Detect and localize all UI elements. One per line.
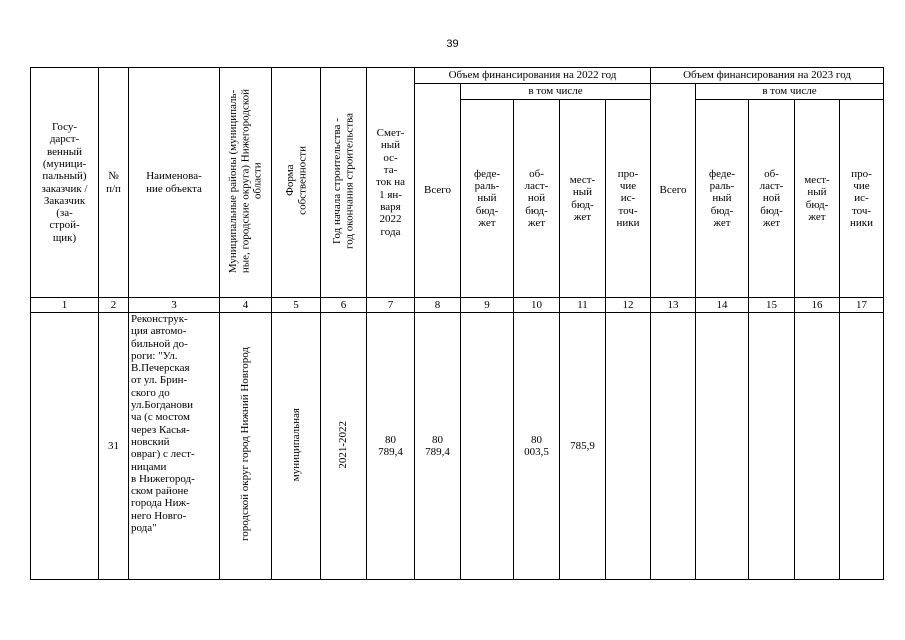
financing-table [30,67,884,580]
column-number: 9 [461,298,514,313]
header-local-2022: мест- ный бюд- жет [560,100,606,298]
header-funding-2022: Объем финансирования на 2022 год [415,68,651,84]
column-number: 17 [840,298,884,313]
header-number: № п/п [99,68,129,298]
table-row [31,313,884,580]
cell-total-2023 [651,313,696,580]
column-number: 1 [31,298,99,313]
header-including-2023: в том числе [696,84,884,100]
column-number: 12 [606,298,651,313]
header-federal-2022: феде- раль- ный бюд- жет [461,100,514,298]
column-number: 3 [129,298,220,313]
column-number: 4 [220,298,272,313]
header-total-2023: Всего [651,84,696,298]
column-number: 15 [749,298,795,313]
cell-local-2022: 785,9 [560,313,606,580]
column-number: 5 [272,298,321,313]
cell-estimate-balance: 80 789,4 [367,313,415,580]
header-years: Год начала строительства - год окончания строительства [321,68,367,298]
column-number: 16 [795,298,840,313]
cell-local-2023 [795,313,840,580]
column-number: 2 [99,298,129,313]
column-number: 6 [321,298,367,313]
cell-number: 31 [99,313,129,580]
cell-object-name: Реконструк- ция автомо- бильной до- роги: "Ул. В.Печерская от ул. Брин- ского до ул.Богданови ча (с мостом через Касья- новский овраг) с лест- ницами в Нижегород- ском районе города Ниж- него Новго- рода" [129,313,220,580]
cell-total-2022: 80 789,4 [415,313,461,580]
column-number: 11 [560,298,606,313]
header-regional-2022: об- ласт- ной бюд- жет [514,100,560,298]
cell-federal-2022 [461,313,514,580]
header-estimate-balance: Смет- ный ос- та- ток на 1 ян- варя 2022 года [367,68,415,298]
cell-regional-2023 [749,313,795,580]
column-number: 8 [415,298,461,313]
column-numbers-row [31,298,884,313]
column-number: 13 [651,298,696,313]
header-other-2023: про- чие ис- точ- ники [840,100,884,298]
column-number: 7 [367,298,415,313]
column-number: 14 [696,298,749,313]
cell-other-2022 [606,313,651,580]
cell-other-2023 [840,313,884,580]
cell-customer [31,313,99,580]
header-object-name: Наименова- ние объекта [129,68,220,298]
header-other-2022: про- чие ис- точ- ники [606,100,651,298]
header-customer: Госу- дарст- венный (муници- пальный) заказчик / Заказчик (за- строй- щик) [31,68,99,298]
cell-federal-2023 [696,313,749,580]
header-total-2022: Всего [415,84,461,298]
cell-years: 2021-2022 [321,313,367,580]
header-funding-2023: Объем финансирования на 2023 год [651,68,884,84]
header-regional-2023: об- ласт- ной бюд- жет [749,100,795,298]
header-federal-2023: феде- раль- ный бюд- жет [696,100,749,298]
cell-ownership: муниципальная [272,313,321,580]
header-ownership: Форма собственности [272,68,321,298]
cell-municipality: городской округ город Нижний Новгород [220,313,272,580]
page-number: 39 [446,38,459,50]
header-local-2023: мест- ный бюд- жет [795,100,840,298]
header-including-2022: в том числе [461,84,651,100]
column-number: 10 [514,298,560,313]
header-municipal-districts: Муниципальные районы (муниципаль- ные, городские округа) Нижегородской области [220,68,272,298]
cell-regional-2022: 80 003,5 [514,313,560,580]
